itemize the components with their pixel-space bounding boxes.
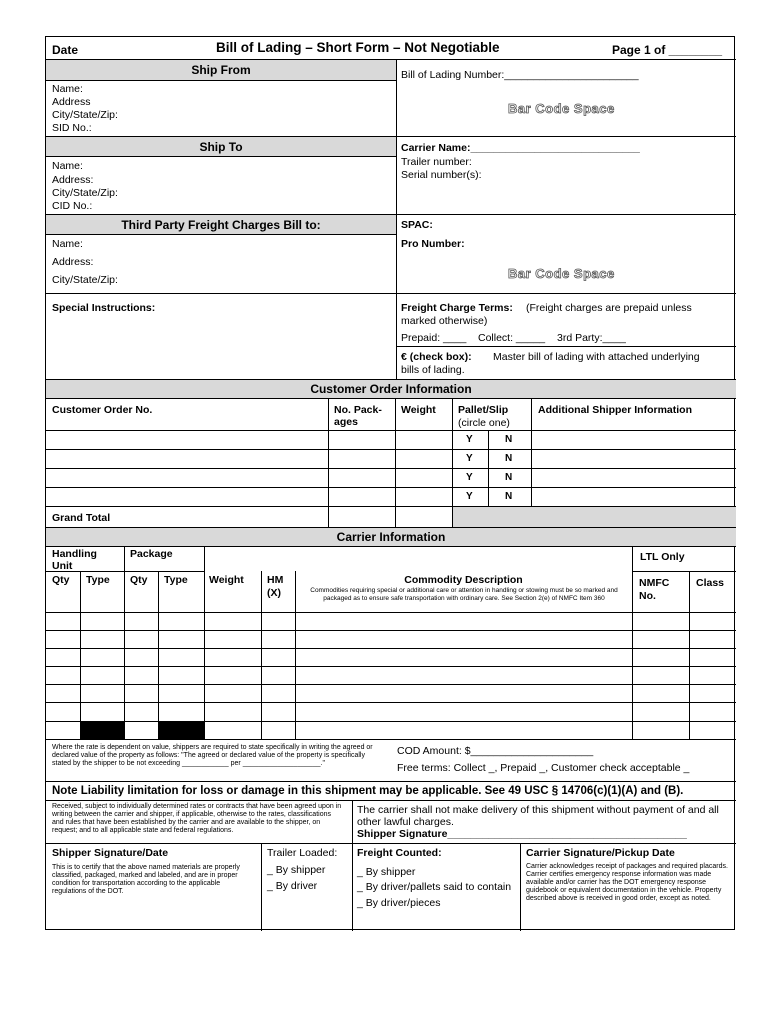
freight-terms-text: marked otherwise)	[401, 315, 488, 327]
divider	[46, 430, 736, 431]
ship-from-sid[interactable]: SID No.:	[52, 122, 92, 134]
col-packages: ages	[334, 416, 358, 428]
divider	[46, 468, 736, 469]
pallet-no[interactable]: N	[505, 472, 513, 483]
prepaid-field[interactable]: Prepaid: ____	[401, 332, 467, 344]
serial-numbers[interactable]: Serial number(s):	[401, 169, 482, 181]
third-party-address[interactable]: Address:	[52, 256, 94, 268]
ship-to-name[interactable]: Name:	[52, 160, 83, 172]
pallet-no[interactable]: N	[505, 491, 513, 502]
col-weight: Weight	[401, 404, 436, 416]
pallet-no[interactable]: N	[505, 453, 513, 464]
bol-number-field[interactable]: Bill of Lading Number:_______________________	[401, 69, 639, 81]
pallet-no[interactable]: N	[505, 434, 513, 445]
total-type-blackout	[81, 722, 124, 739]
col-class: Class	[696, 577, 725, 589]
divider	[46, 843, 736, 844]
customer-order-title: Customer Order Information	[310, 382, 472, 396]
shipper-signature-date: Shipper Signature/Date	[52, 847, 169, 859]
ship-from-address[interactable]: Address	[52, 96, 91, 108]
divider	[80, 571, 81, 739]
pallet-yes[interactable]: Y	[466, 491, 473, 502]
divider	[46, 293, 736, 294]
shipper-certification: This is to certify that the above named materials are properly classified, packaged, marked and labeled, and are in proper condition for transportation according to the applicable regulations of the DOT.	[52, 864, 240, 895]
divider	[46, 487, 736, 488]
ship-from-city[interactable]: City/State/Zip:	[52, 109, 118, 121]
col-nmfc: No.	[639, 590, 656, 602]
divider	[46, 156, 396, 157]
pallet-yes[interactable]: Y	[466, 453, 473, 464]
divider	[46, 234, 396, 235]
third-party-city[interactable]: City/State/Zip:	[52, 274, 118, 286]
divider	[46, 781, 736, 782]
master-bol-text: Master bill of lading with attached underlying	[493, 351, 700, 363]
liability-note: Note Liability limitation for loss or damage in this shipment may be applicable. See 49 USC § 14706(c)(1)(A) and (B).	[52, 785, 684, 797]
ship-from-name[interactable]: Name:	[52, 83, 83, 95]
col-type: Type	[164, 574, 188, 586]
divider	[124, 546, 125, 739]
trailer-loaded-label: Trailer Loaded:	[267, 847, 338, 859]
col-pallet-slip-note: (circle one)	[458, 417, 510, 429]
divider	[632, 546, 633, 739]
trailer-by-driver[interactable]: _ By driver	[267, 880, 318, 892]
divider	[295, 571, 296, 739]
grand-total-label: Grand Total	[52, 512, 111, 524]
carrier-acknowledgement: Carrier acknowledges receipt of packages and required placards. Carrier certifies emergency response information was made available and/or carrier has the DOT emergency response guidebook or equivalent documentation in the vehicle. Property described above is received in good order, except as noted.	[526, 863, 728, 902]
commodity-note: Commodities requiring special or additional care or attention in handling or stowing must be so marked and packaged as to ensure safe transportation with ordinary care. See Section 2(e) of NMFC Item 360	[310, 587, 618, 602]
barcode-space: Bar Code Space	[508, 101, 615, 116]
divider	[328, 398, 329, 527]
divider	[352, 843, 353, 931]
col-hm: (X)	[267, 587, 281, 599]
col-nmfc: NMFC	[639, 577, 670, 589]
divider	[46, 449, 736, 450]
form-title: Bill of Lading – Short Form – Not Negotiable	[216, 40, 500, 55]
master-bol-checkbox[interactable]: € (check box):	[401, 351, 472, 363]
divider	[158, 571, 159, 739]
freight-by-shipper[interactable]: _ By shipper	[357, 866, 416, 878]
col-customer-order: Customer Order No.	[52, 404, 153, 416]
special-instructions-label: Special Instructions:	[52, 302, 156, 314]
declared-value-text: Where the rate is dependent on value, shippers are required to state specifically in writing the agreed or declared value of the property as follows: "The agreed or declared value of the property is specifically stated by the shipper to be not exceeding ____________ per ____________________."	[52, 744, 373, 767]
divider	[46, 398, 736, 399]
bill-of-lading-form	[45, 36, 735, 930]
third-party-field[interactable]: 3rd Party:____	[557, 332, 626, 344]
received-text: Received, subject to individually determined rates or contracts that have been agreed upon in writing between the carrier and shipper, if applicable, otherwise to the rates, classifications and rules that have been established by the carrier and are available to the shipper, on request; and to all applicable state and federal regulations.	[52, 803, 342, 834]
divider	[46, 571, 204, 572]
shipper-signature-field[interactable]: Shipper Signature_________________________________________	[357, 828, 687, 840]
barcode-space: Bar Code Space	[508, 266, 615, 281]
divider	[46, 800, 736, 801]
divider	[689, 571, 690, 739]
ship-to-cid[interactable]: CID No.:	[52, 200, 93, 212]
carrier-delivery-text: The carrier shall not make delivery of this shipment without payment of and all other lawful charges.	[357, 804, 719, 828]
col-additional-info: Additional Shipper Information	[538, 404, 692, 416]
carrier-name-field[interactable]: Carrier Name:_____________________________	[401, 142, 640, 154]
freight-terms-text: (Freight charges are prepaid unless	[526, 302, 692, 314]
divider	[395, 398, 396, 527]
col-handling-unit: Handling	[52, 548, 97, 560]
col-handling-unit: Unit	[52, 560, 73, 572]
trailer-by-shipper[interactable]: _ By shipper	[267, 864, 326, 876]
col-commodity: Commodity Description	[404, 574, 523, 586]
carrier-signature-date: Carrier Signature/Pickup Date	[526, 847, 675, 859]
pallet-yes[interactable]: Y	[466, 434, 473, 445]
cod-amount-field[interactable]: COD Amount: $_____________________	[397, 745, 594, 757]
trailer-number[interactable]: Trailer number:	[401, 156, 472, 168]
freight-by-driver-pieces[interactable]: _ By driver/pieces	[357, 897, 441, 909]
divider	[46, 80, 396, 81]
third-party-name[interactable]: Name:	[52, 238, 83, 250]
grand-total-shade	[453, 507, 736, 527]
divider	[46, 739, 736, 740]
col-packages: No. Pack-	[334, 404, 382, 416]
page-label: Page 1 of ________	[612, 43, 723, 57]
freight-by-driver-pallets[interactable]: _ By driver/pallets said to contain	[357, 881, 512, 893]
col-package: Package	[130, 548, 173, 560]
ship-from-title: Ship From	[191, 63, 251, 77]
date-label: Date	[52, 43, 79, 57]
spac-field[interactable]: SPAC:	[401, 219, 433, 231]
pro-number-field[interactable]: Pro Number:	[401, 238, 465, 250]
divider	[352, 800, 353, 843]
divider	[396, 346, 736, 347]
free-terms[interactable]: Free terms: Collect _, Prepaid _, Customer check acceptable _	[397, 762, 690, 774]
ship-to-address[interactable]: Address:	[52, 174, 94, 186]
col-ltl-only: LTL Only	[640, 551, 685, 563]
divider	[520, 843, 521, 931]
divider	[488, 430, 489, 506]
col-qty: Qty	[52, 574, 70, 586]
col-qty: Qty	[130, 574, 148, 586]
freight-terms-label: Freight Charge Terms:	[401, 302, 513, 314]
master-bol-text: bills of lading.	[401, 364, 465, 376]
ship-to-title: Ship To	[199, 140, 243, 154]
divider	[204, 546, 205, 739]
col-weight: Weight	[209, 574, 244, 586]
divider	[531, 398, 532, 506]
collect-field[interactable]: Collect: _____	[478, 332, 546, 344]
third-party-title: Third Party Freight Charges Bill to:	[121, 218, 321, 232]
divider	[261, 571, 262, 739]
divider	[396, 59, 397, 379]
col-hm: HM	[267, 574, 284, 586]
col-type: Type	[86, 574, 110, 586]
carrier-info-title: Carrier Information	[336, 530, 446, 544]
freight-counted-label: Freight Counted:	[357, 847, 442, 859]
total-type-blackout	[159, 722, 204, 739]
ship-to-city[interactable]: City/State/Zip:	[52, 187, 118, 199]
col-pallet-slip: Pallet/Slip	[458, 404, 509, 416]
pallet-yes[interactable]: Y	[466, 472, 473, 483]
divider	[632, 571, 736, 572]
divider	[261, 843, 262, 931]
